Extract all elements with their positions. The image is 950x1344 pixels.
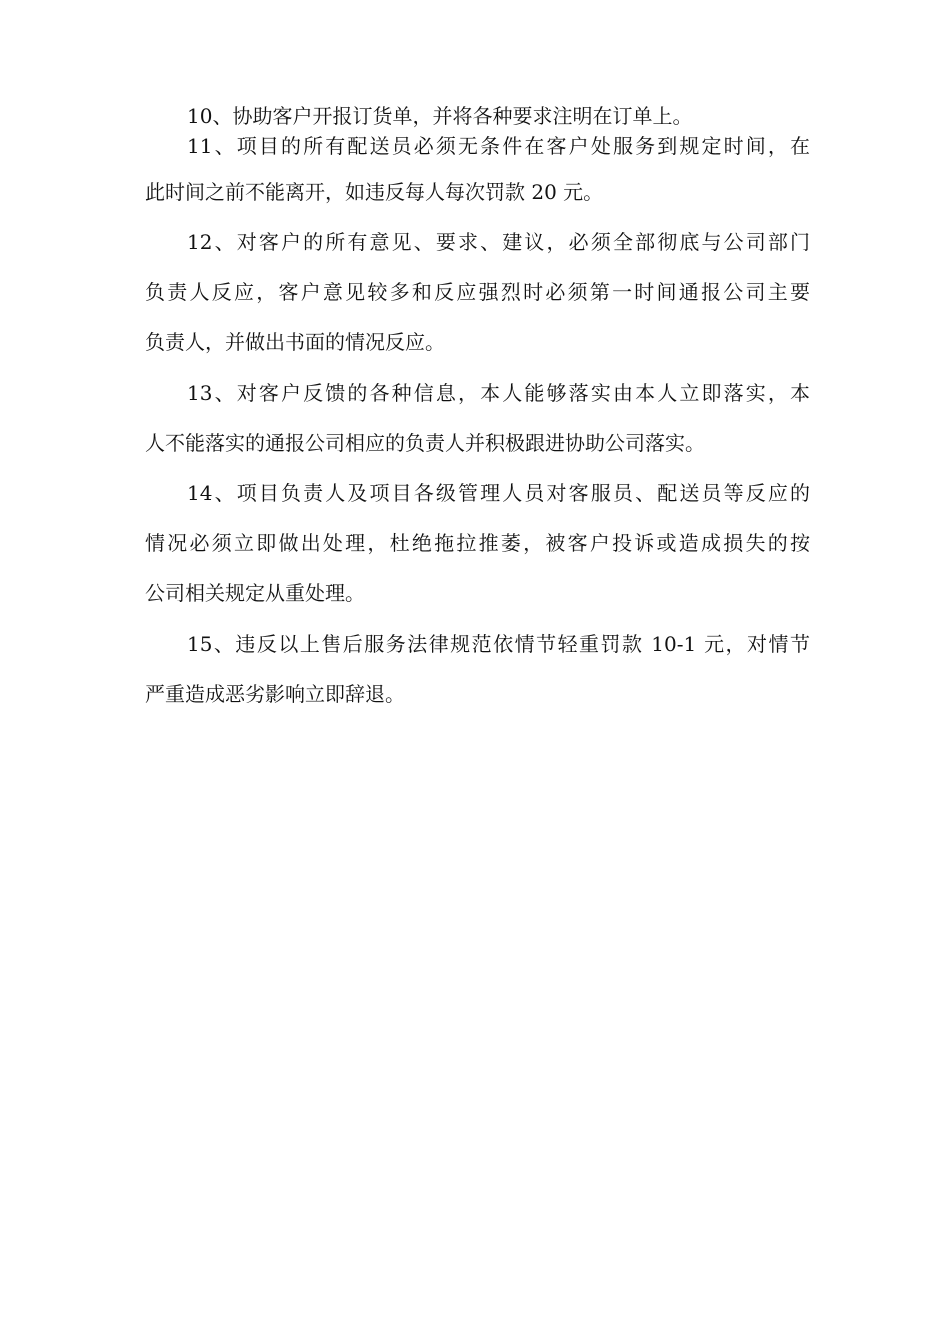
paragraph-11-line-2: 此时间之前不能离开，如违反每人每次罚款 20 元。 (145, 180, 604, 204)
paragraph-13-line-1: 13、对客户反馈的各种信息，本人能够落实由本人立即落实，本 (187, 381, 810, 405)
paragraph-14-line-3: 公司相关规定从重处理。 (145, 581, 365, 605)
paragraph-12-line-2: 负责人反应，客户意见较多和反应强烈时必须第一时间通报公司主要 (145, 280, 810, 304)
paragraph-10-line-1: 10、协助客户开报订货单，并将各种要求注明在订单上。 (187, 104, 693, 128)
paragraph-12-line-3: 负责人，并做出书面的情况反应。 (145, 330, 445, 354)
paragraph-15-line-2: 严重造成恶劣影响立即辞退。 (145, 682, 405, 706)
paragraph-13-line-2: 人不能落实的通报公司相应的负责人并积极跟进协助公司落实。 (145, 431, 705, 455)
paragraph-12-line-1: 12、对客户的所有意见、要求、建议，必须全部彻底与公司部门 (187, 230, 810, 254)
paragraph-14-line-1: 14、项目负责人及项目各级管理人员对客服员、配送员等反应的 (187, 481, 810, 505)
paragraph-14-line-2: 情况必须立即做出处理，杜绝拖拉推萎，被客户投诉或造成损失的按 (145, 531, 810, 555)
paragraph-15-line-1: 15、违反以上售后服务法律规范依情节轻重罚款 10-1 元，对情节 (187, 632, 810, 656)
paragraph-11-line-1: 11、项目的所有配送员必须无条件在客户处服务到规定时间，在 (187, 134, 810, 158)
